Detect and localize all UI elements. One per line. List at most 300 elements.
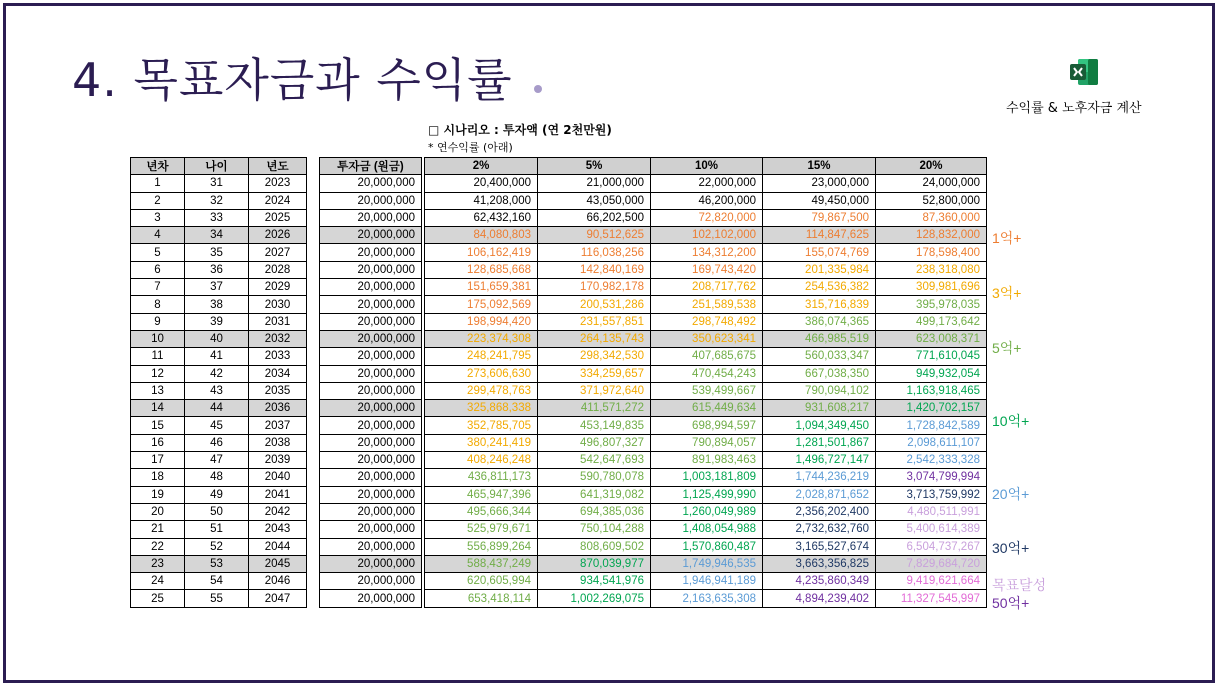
cell-value: 4,480,511,991: [876, 503, 987, 520]
cell-age: 47: [185, 452, 249, 469]
cell-invest: 20,000,000: [320, 486, 422, 503]
cell-spacer: [307, 348, 320, 365]
cell-year: 23: [131, 555, 185, 572]
cell-value: 808,609,502: [538, 538, 651, 555]
table-row: [131, 313, 422, 330]
cell-age: 42: [185, 365, 249, 382]
cell-value: 1,570,860,487: [651, 538, 763, 555]
table-row: [131, 175, 422, 192]
cell-invest: 20,000,000: [320, 521, 422, 538]
milestone-label: 5억+: [992, 339, 1022, 356]
cell-value: 790,894,057: [651, 434, 763, 451]
cell-invest: 20,000,000: [320, 469, 422, 486]
table-row: [131, 209, 422, 226]
cell-value: 1,125,499,990: [651, 486, 763, 503]
cell-yr: 2037: [249, 417, 307, 434]
cell-year: 11: [131, 348, 185, 365]
cell-yr: 2036: [249, 400, 307, 417]
cell-value: 2,098,611,107: [876, 434, 987, 451]
investment-table-header: [131, 158, 422, 175]
cell-value: 931,608,217: [763, 400, 876, 417]
cell-spacer: [307, 555, 320, 572]
cell-year: 18: [131, 469, 185, 486]
cell-value: 102,102,000: [651, 227, 763, 244]
cell-value: 315,716,839: [763, 296, 876, 313]
cell-yr: 2043: [249, 521, 307, 538]
cell-yr: 2030: [249, 296, 307, 313]
cell-invest: 20,000,000: [320, 296, 422, 313]
cell-value: 106,162,419: [425, 244, 538, 261]
cell-value: 495,666,344: [425, 503, 538, 520]
cell-value: 5,400,614,389: [876, 521, 987, 538]
cell-value: 200,531,286: [538, 296, 651, 313]
cell-value: 208,717,762: [651, 279, 763, 296]
cell-value: 1,496,727,147: [763, 452, 876, 469]
header-calendar-year: 년도: [249, 158, 307, 175]
table-row: [131, 486, 422, 503]
cell-yr: 2042: [249, 503, 307, 520]
cell-value: 499,173,642: [876, 313, 987, 330]
cell-age: 37: [185, 279, 249, 296]
cell-value: 698,994,597: [651, 417, 763, 434]
table-row: [425, 469, 987, 486]
cell-value: 623,008,371: [876, 330, 987, 347]
cell-value: 667,038,350: [763, 365, 876, 382]
cell-value: 6,504,737,267: [876, 538, 987, 555]
rate-note: * 연수익률 (아래): [428, 141, 513, 154]
cell-age: 38: [185, 296, 249, 313]
table-row: [131, 192, 422, 209]
cell-value: 62,432,160: [425, 209, 538, 226]
table-row: [425, 503, 987, 520]
table-row: [131, 573, 422, 590]
cell-age: 51: [185, 521, 249, 538]
cell-value: 238,318,080: [876, 261, 987, 278]
cell-year: 21: [131, 521, 185, 538]
cell-age: 54: [185, 573, 249, 590]
cell-yr: 2045: [249, 555, 307, 572]
cell-value: 24,000,000: [876, 175, 987, 192]
table-row: [131, 555, 422, 572]
cell-yr: 2046: [249, 573, 307, 590]
cell-value: 407,685,675: [651, 348, 763, 365]
cell-value: 298,748,492: [651, 313, 763, 330]
milestone-label: 30억+: [992, 540, 1030, 557]
cell-age: 41: [185, 348, 249, 365]
cell-value: 588,437,249: [425, 555, 538, 572]
cell-yr: 2034: [249, 365, 307, 382]
cell-value: 151,659,381: [425, 279, 538, 296]
cell-value: 470,454,243: [651, 365, 763, 382]
table-row: [425, 417, 987, 434]
cell-yr: 2025: [249, 209, 307, 226]
table-row: [425, 296, 987, 313]
cell-age: 32: [185, 192, 249, 209]
cell-yr: 2032: [249, 330, 307, 347]
cell-spacer: [307, 469, 320, 486]
cell-invest: 20,000,000: [320, 452, 422, 469]
cell-value: 1,408,054,988: [651, 521, 763, 538]
cell-invest: 20,000,000: [320, 227, 422, 244]
cell-value: 560,033,347: [763, 348, 876, 365]
cell-value: 20,400,000: [425, 175, 538, 192]
cell-invest: 20,000,000: [320, 382, 422, 399]
cell-value: 3,165,527,674: [763, 538, 876, 555]
cell-invest: 20,000,000: [320, 590, 422, 607]
table-row: [425, 486, 987, 503]
table-row: [131, 521, 422, 538]
milestone-label: 목표달성: [992, 576, 1047, 593]
cell-value: 128,832,000: [876, 227, 987, 244]
table-row: [425, 330, 987, 347]
cell-spacer: [307, 296, 320, 313]
cell-value: 556,899,264: [425, 538, 538, 555]
cell-value: 264,135,743: [538, 330, 651, 347]
cell-value: 525,979,671: [425, 521, 538, 538]
cell-value: 870,039,977: [538, 555, 651, 572]
table-row: [131, 434, 422, 451]
cell-age: 31: [185, 175, 249, 192]
cell-age: 50: [185, 503, 249, 520]
cell-yr: 2038: [249, 434, 307, 451]
cell-value: 2,732,632,760: [763, 521, 876, 538]
page-title: 4. 목표자금과 수익률: [72, 53, 513, 107]
cell-value: 615,449,634: [651, 400, 763, 417]
scenario-label: □ 시나리오 : 투자액 (연 2천만원): [428, 123, 612, 137]
milestone-label: 50억+: [992, 595, 1030, 612]
cell-spacer: [307, 521, 320, 538]
header-rate-5: 5%: [538, 158, 651, 175]
header-invest: 투자금 (원금): [320, 158, 422, 175]
cell-value: 653,418,114: [425, 590, 538, 607]
table-row: [425, 365, 987, 382]
cell-invest: 20,000,000: [320, 417, 422, 434]
cell-year: 16: [131, 434, 185, 451]
cell-value: 3,713,759,992: [876, 486, 987, 503]
cell-yr: 2035: [249, 382, 307, 399]
table-row: [425, 279, 987, 296]
table-row: [131, 296, 422, 313]
cell-spacer: [307, 573, 320, 590]
cell-invest: 20,000,000: [320, 573, 422, 590]
cell-value: 23,000,000: [763, 175, 876, 192]
table-row: [131, 538, 422, 555]
cell-value: 22,000,000: [651, 175, 763, 192]
cell-value: 771,610,045: [876, 348, 987, 365]
cell-value: 1,749,946,535: [651, 555, 763, 572]
cell-spacer: [307, 452, 320, 469]
cell-value: 175,092,569: [425, 296, 538, 313]
cell-yr: 2024: [249, 192, 307, 209]
milestone-label: 20억+: [992, 485, 1030, 502]
table-row: [131, 590, 422, 607]
cell-value: 169,743,420: [651, 261, 763, 278]
returns-table-header: [425, 158, 987, 175]
cell-value: 1,002,269,075: [538, 590, 651, 607]
cell-value: 694,385,036: [538, 503, 651, 520]
cell-value: 231,557,851: [538, 313, 651, 330]
cell-value: 223,374,308: [425, 330, 538, 347]
cell-age: 48: [185, 469, 249, 486]
cell-age: 52: [185, 538, 249, 555]
table-row: [425, 244, 987, 261]
cell-age: 53: [185, 555, 249, 572]
table-row: [425, 434, 987, 451]
cell-yr: 2047: [249, 590, 307, 607]
cell-invest: 20,000,000: [320, 538, 422, 555]
cell-age: 39: [185, 313, 249, 330]
table-row: [425, 590, 987, 607]
cell-value: 466,985,519: [763, 330, 876, 347]
cell-value: 325,868,338: [425, 400, 538, 417]
cell-year: 13: [131, 382, 185, 399]
cell-value: 254,536,382: [763, 279, 876, 296]
table-row: [131, 452, 422, 469]
cell-value: 496,807,327: [538, 434, 651, 451]
cell-year: 5: [131, 244, 185, 261]
table-row: [131, 400, 422, 417]
title-dot-decoration: [534, 85, 542, 93]
cell-value: 1,260,049,989: [651, 503, 763, 520]
cell-spacer: [307, 434, 320, 451]
cell-value: 1,420,702,157: [876, 400, 987, 417]
cell-value: 453,149,835: [538, 417, 651, 434]
cell-value: 411,571,272: [538, 400, 651, 417]
table-row: [425, 573, 987, 590]
cell-value: 2,356,202,400: [763, 503, 876, 520]
cell-value: 542,647,693: [538, 452, 651, 469]
cell-invest: 20,000,000: [320, 365, 422, 382]
cell-value: 79,867,500: [763, 209, 876, 226]
cell-spacer: [307, 590, 320, 607]
cell-year: 25: [131, 590, 185, 607]
cell-value: 949,932,054: [876, 365, 987, 382]
cell-spacer: [307, 503, 320, 520]
cell-spacer: [307, 330, 320, 347]
cell-value: 52,800,000: [876, 192, 987, 209]
cell-value: 1,946,941,189: [651, 573, 763, 590]
cell-yr: 2039: [249, 452, 307, 469]
cell-value: 84,080,803: [425, 227, 538, 244]
cell-value: 134,312,200: [651, 244, 763, 261]
cell-invest: 20,000,000: [320, 261, 422, 278]
cell-value: 298,342,530: [538, 348, 651, 365]
cell-value: 352,785,705: [425, 417, 538, 434]
cell-value: 1,728,842,589: [876, 417, 987, 434]
cell-value: 934,541,976: [538, 573, 651, 590]
cell-value: 201,335,984: [763, 261, 876, 278]
cell-year: 22: [131, 538, 185, 555]
table-row: [425, 382, 987, 399]
cell-value: 87,360,000: [876, 209, 987, 226]
table-row: [131, 365, 422, 382]
cell-yr: 2031: [249, 313, 307, 330]
table-row: [425, 452, 987, 469]
cell-value: 641,319,082: [538, 486, 651, 503]
table-row: [425, 209, 987, 226]
cell-value: 620,605,994: [425, 573, 538, 590]
cell-year: 3: [131, 209, 185, 226]
returns-table: [424, 157, 987, 608]
cell-age: 44: [185, 400, 249, 417]
cell-value: 386,074,365: [763, 313, 876, 330]
cell-yr: 2041: [249, 486, 307, 503]
cell-spacer: [307, 486, 320, 503]
header-rate-20: 20%: [876, 158, 987, 175]
header-age: 나이: [185, 158, 249, 175]
cell-value: 46,200,000: [651, 192, 763, 209]
cell-value: 116,038,256: [538, 244, 651, 261]
cell-year: 10: [131, 330, 185, 347]
cell-year: 14: [131, 400, 185, 417]
cell-age: 33: [185, 209, 249, 226]
cell-value: 178,598,400: [876, 244, 987, 261]
cell-value: 299,478,763: [425, 382, 538, 399]
header-year: 년차: [131, 158, 185, 175]
cell-value: 309,981,696: [876, 279, 987, 296]
cell-yr: 2026: [249, 227, 307, 244]
cell-age: 43: [185, 382, 249, 399]
cell-spacer: [307, 538, 320, 555]
cell-value: 1,003,181,809: [651, 469, 763, 486]
cell-value: 273,606,630: [425, 365, 538, 382]
cell-value: 436,811,173: [425, 469, 538, 486]
table-row: [131, 261, 422, 278]
cell-age: 40: [185, 330, 249, 347]
table-row: [425, 348, 987, 365]
excel-label: 수익률 & 노후자금 계산: [1006, 101, 1142, 116]
cell-value: 41,208,000: [425, 192, 538, 209]
cell-invest: 20,000,000: [320, 503, 422, 520]
cell-value: 1,163,918,465: [876, 382, 987, 399]
cell-value: 4,235,860,349: [763, 573, 876, 590]
cell-invest: 20,000,000: [320, 175, 422, 192]
cell-spacer: [307, 279, 320, 296]
cell-year: 4: [131, 227, 185, 244]
cell-year: 7: [131, 279, 185, 296]
table-row: [131, 503, 422, 520]
cell-value: 11,327,545,997: [876, 590, 987, 607]
cell-age: 46: [185, 434, 249, 451]
cell-spacer: [307, 365, 320, 382]
cell-yr: 2029: [249, 279, 307, 296]
cell-value: 590,780,078: [538, 469, 651, 486]
cell-invest: 20,000,000: [320, 244, 422, 261]
cell-invest: 20,000,000: [320, 348, 422, 365]
table-row: [131, 244, 422, 261]
cell-value: 790,094,102: [763, 382, 876, 399]
cell-age: 45: [185, 417, 249, 434]
table-row: [131, 227, 422, 244]
cell-value: 891,983,463: [651, 452, 763, 469]
cell-value: 43,050,000: [538, 192, 651, 209]
cell-value: 408,246,248: [425, 452, 538, 469]
cell-year: 2: [131, 192, 185, 209]
cell-year: 17: [131, 452, 185, 469]
cell-value: 2,163,635,308: [651, 590, 763, 607]
cell-invest: 20,000,000: [320, 555, 422, 572]
table-row: [425, 313, 987, 330]
cell-value: 248,241,795: [425, 348, 538, 365]
cell-value: 142,840,169: [538, 261, 651, 278]
cell-yr: 2044: [249, 538, 307, 555]
cell-year: 15: [131, 417, 185, 434]
cell-spacer: [307, 400, 320, 417]
table-row: [425, 175, 987, 192]
cell-value: 1,281,501,867: [763, 434, 876, 451]
cell-invest: 20,000,000: [320, 209, 422, 226]
cell-invest: 20,000,000: [320, 400, 422, 417]
cell-spacer: [307, 417, 320, 434]
cell-age: 36: [185, 261, 249, 278]
cell-spacer: [307, 227, 320, 244]
cell-year: 9: [131, 313, 185, 330]
investment-table: [130, 157, 422, 608]
cell-age: 34: [185, 227, 249, 244]
cell-value: 251,589,538: [651, 296, 763, 313]
cell-year: 24: [131, 573, 185, 590]
table-row: [425, 400, 987, 417]
cell-spacer: [307, 261, 320, 278]
cell-value: 21,000,000: [538, 175, 651, 192]
table-row: [425, 521, 987, 538]
table-row: [425, 227, 987, 244]
cell-invest: 20,000,000: [320, 279, 422, 296]
cell-spacer: [307, 313, 320, 330]
cell-value: 350,623,341: [651, 330, 763, 347]
table-row: [425, 261, 987, 278]
cell-age: 35: [185, 244, 249, 261]
table-row: [131, 382, 422, 399]
cell-value: 72,820,000: [651, 209, 763, 226]
table-row: [425, 538, 987, 555]
header-spacer: [307, 158, 320, 175]
cell-value: 7,829,684,720: [876, 555, 987, 572]
cell-age: 49: [185, 486, 249, 503]
cell-year: 6: [131, 261, 185, 278]
cell-value: 3,074,799,994: [876, 469, 987, 486]
cell-value: 170,982,178: [538, 279, 651, 296]
cell-value: 9,419,621,664: [876, 573, 987, 590]
milestone-label: 3억+: [992, 284, 1022, 301]
excel-icon[interactable]: [1068, 56, 1100, 88]
cell-value: 198,994,420: [425, 313, 538, 330]
cell-year: 1: [131, 175, 185, 192]
cell-value: 2,028,871,652: [763, 486, 876, 503]
cell-value: 155,074,769: [763, 244, 876, 261]
cell-yr: 2033: [249, 348, 307, 365]
cell-value: 371,972,640: [538, 382, 651, 399]
cell-age: 55: [185, 590, 249, 607]
cell-invest: 20,000,000: [320, 192, 422, 209]
table-row: [131, 279, 422, 296]
cell-value: 380,241,419: [425, 434, 538, 451]
table-row: [131, 348, 422, 365]
cell-year: 12: [131, 365, 185, 382]
cell-spacer: [307, 244, 320, 261]
cell-yr: 2028: [249, 261, 307, 278]
cell-value: 66,202,500: [538, 209, 651, 226]
cell-value: 1,744,236,219: [763, 469, 876, 486]
table-row: [425, 555, 987, 572]
cell-year: 8: [131, 296, 185, 313]
cell-spacer: [307, 209, 320, 226]
cell-spacer: [307, 175, 320, 192]
header-rate-10: 10%: [651, 158, 763, 175]
table-row: [425, 192, 987, 209]
milestone-label: 10억+: [992, 412, 1030, 429]
cell-value: 539,499,667: [651, 382, 763, 399]
